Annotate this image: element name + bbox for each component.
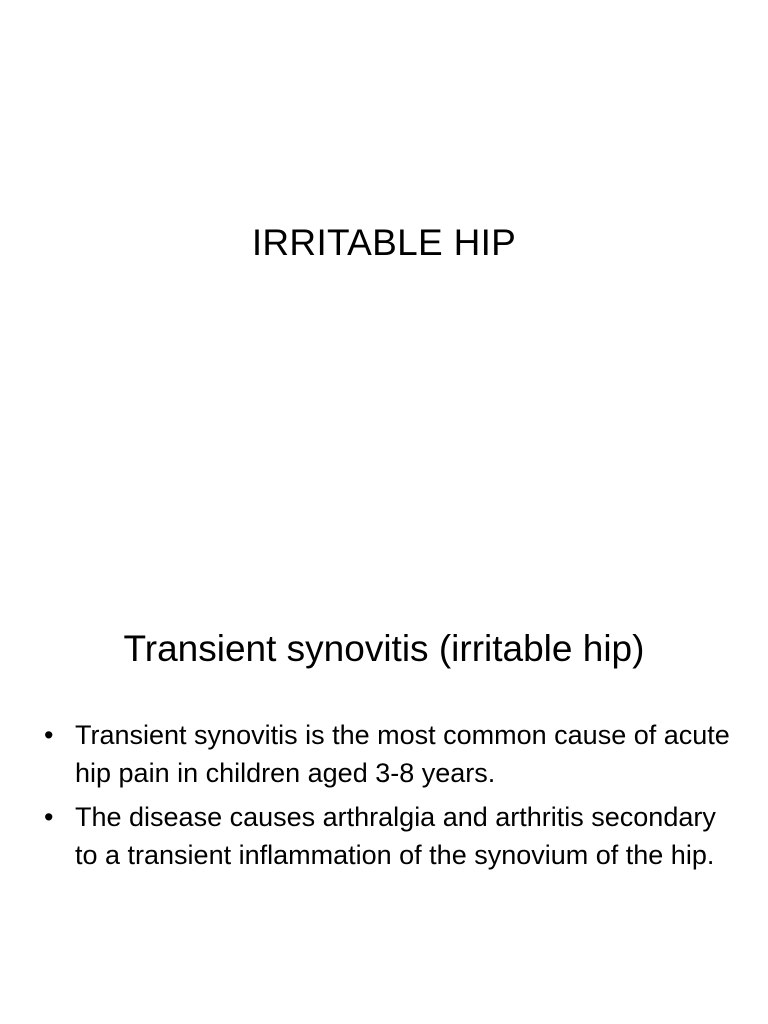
slide-heading: Transient synovitis (irritable hip): [123, 628, 645, 669]
bullet-icon: •: [44, 802, 54, 832]
bullet-text: Transient synovitis is the most common cause of acute hip pain in children aged 3-8 years.: [75, 720, 730, 788]
bullet-item: [44, 798, 734, 874]
bullet-icon: •: [44, 720, 54, 750]
bullet-item: [44, 716, 734, 792]
slide-title: IRRITABLE HIP: [251, 222, 517, 263]
bullet-text: The disease causes arthralgia and arthritis secondary to a transient inflammation of the synovium of the hip.: [75, 802, 716, 870]
content-slide: [0, 576, 768, 1024]
bullet-list: [44, 716, 734, 880]
